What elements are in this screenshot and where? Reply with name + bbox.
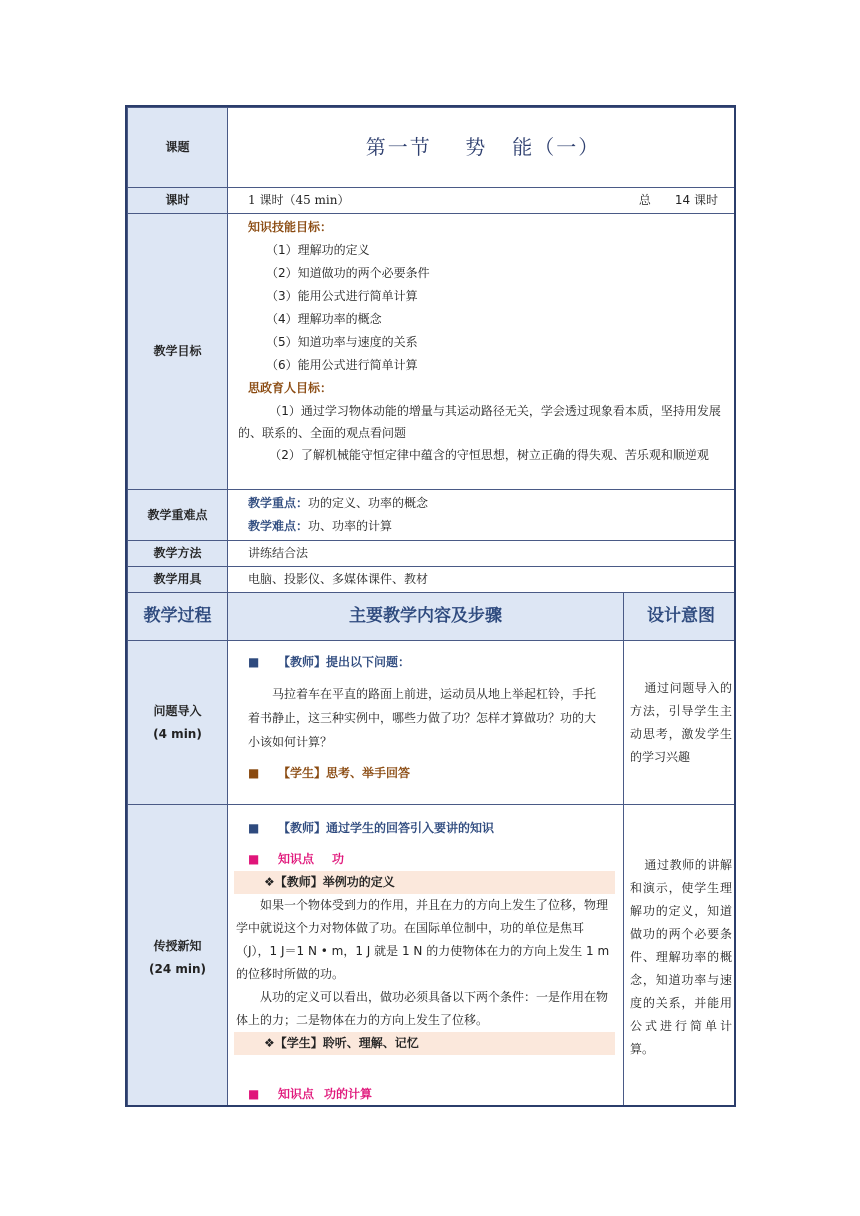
knowledge-item: （3）能用公式进行简单计算	[266, 289, 418, 303]
diamond-bullet-icon: ❖	[264, 1036, 275, 1050]
period-value: 1 课时（45 min）	[248, 193, 350, 207]
process-header-col1: 教学过程	[128, 593, 228, 641]
knowledge-point-1: ■ 知识点 功	[228, 848, 623, 871]
tools-label: 教学用具	[128, 567, 228, 593]
period-row	[228, 188, 737, 214]
intro-content	[228, 641, 624, 805]
lesson-plan-table	[125, 105, 736, 1107]
focus-line: 教学重点：功的定义、功率的概念	[248, 496, 429, 510]
knowledge-item: （6）能用公式进行简单计算	[266, 358, 418, 372]
teacher-intro-line: ■ 【教师】通过学生的回答引入要讲的知识	[228, 817, 623, 840]
intro-label: 问题导入 (4 min)	[128, 641, 228, 805]
diamond-bullet-icon: ❖	[264, 875, 275, 889]
period-label: 课时	[128, 188, 228, 214]
key-points-content	[228, 490, 737, 541]
topic-label: 课题	[128, 108, 228, 188]
square-bullet-icon: ■	[248, 852, 260, 866]
new-knowledge-label: 传授新知 (24 min)	[128, 805, 228, 1108]
intro-design-note: 通过问题导入的方法，引导学生主动思考，激发学生的学习兴趣	[624, 641, 737, 805]
square-bullet-icon: ■	[248, 1087, 260, 1101]
square-bullet-icon: ■	[248, 766, 260, 780]
teacher-question-line: ■ 【教师】提出以下问题：	[248, 651, 607, 674]
tools-value: 电脑、投影仪、多媒体课件、教材	[228, 567, 737, 593]
ideology-heading: 思政育人目标：	[248, 381, 333, 395]
teacher-example-band: ❖【教师】举例功的定义	[234, 871, 615, 894]
student-answer-line: ■ 【学生】思考、举手回答	[248, 762, 607, 785]
key-points-label: 教学重难点	[128, 490, 228, 541]
total-periods: 总 14 课时	[638, 193, 719, 207]
knowledge-item: （5）知道功率与速度的关系	[266, 335, 418, 349]
new-knowledge-content	[228, 805, 624, 1108]
process-header-col2: 主要教学内容及步骤	[228, 593, 624, 641]
knowledge-item: （2）知道做功的两个必要条件	[266, 266, 430, 280]
conditions-paragraph: 从功的定义可以看出，做功必须具备以下两个条件：一是作用在物体上的力；二是物体在力的方向上发生了位移。	[236, 990, 609, 1027]
square-bullet-icon: ■	[248, 655, 260, 669]
definition-paragraph: 如果一个物体受到力的作用，并且在力的方向上发生了位移，物理学中就说这个力对物体做了功。在国际单位制中，功的单位是焦耳（J），1 J＝1 N • m，1 J 就是 1 N 的力使物体在力的方向上发生 1 m 的位移时所做的功。	[236, 898, 610, 981]
knowledge-heading: 知识技能目标：	[248, 220, 333, 234]
method-value: 讲练结合法	[228, 541, 737, 567]
ideology-item: （2）了解机械能守恒定律中蕴含的守恒思想，树立正确的得失观、苦乐观和顺逆观	[269, 448, 709, 462]
process-header-col3: 设计意图	[624, 593, 737, 641]
knowledge-item: （4）理解功率的概念	[266, 312, 382, 326]
knowledge-point-2: ■ 知识点 功的计算	[228, 1083, 623, 1106]
method-label: 教学方法	[128, 541, 228, 567]
lesson-title: 第一节 势 能（一）	[228, 108, 737, 188]
new-knowledge-design-note: 通过教师的讲解和演示，使学生理解功的定义，知道做功的两个必要条件、理解功率的概念，知道功率与速度的关系，并能用公式进行简单计算。	[624, 805, 737, 1108]
square-bullet-icon: ■	[248, 821, 260, 835]
student-listen-band: ❖【学生】聆听、理解、记忆	[234, 1032, 615, 1055]
intro-question: 马拉着车在平直的路面上前进，运动员从地上举起杠铃，手托着书静止，这三种实例中，哪些力做了功？怎样才算做功？功的大小该如何计算？	[248, 687, 597, 749]
objectives-content	[228, 214, 737, 490]
difficulty-line: 教学难点：功、功率的计算	[248, 519, 393, 533]
objectives-label: 教学目标	[128, 214, 228, 490]
ideology-item: （1）通过学习物体动能的增量与其运动路径无关，学会透过现象看本质，坚持用发展的、联系的、全面的观点看问题	[238, 404, 721, 440]
knowledge-item: （1）理解功的定义	[266, 243, 370, 257]
